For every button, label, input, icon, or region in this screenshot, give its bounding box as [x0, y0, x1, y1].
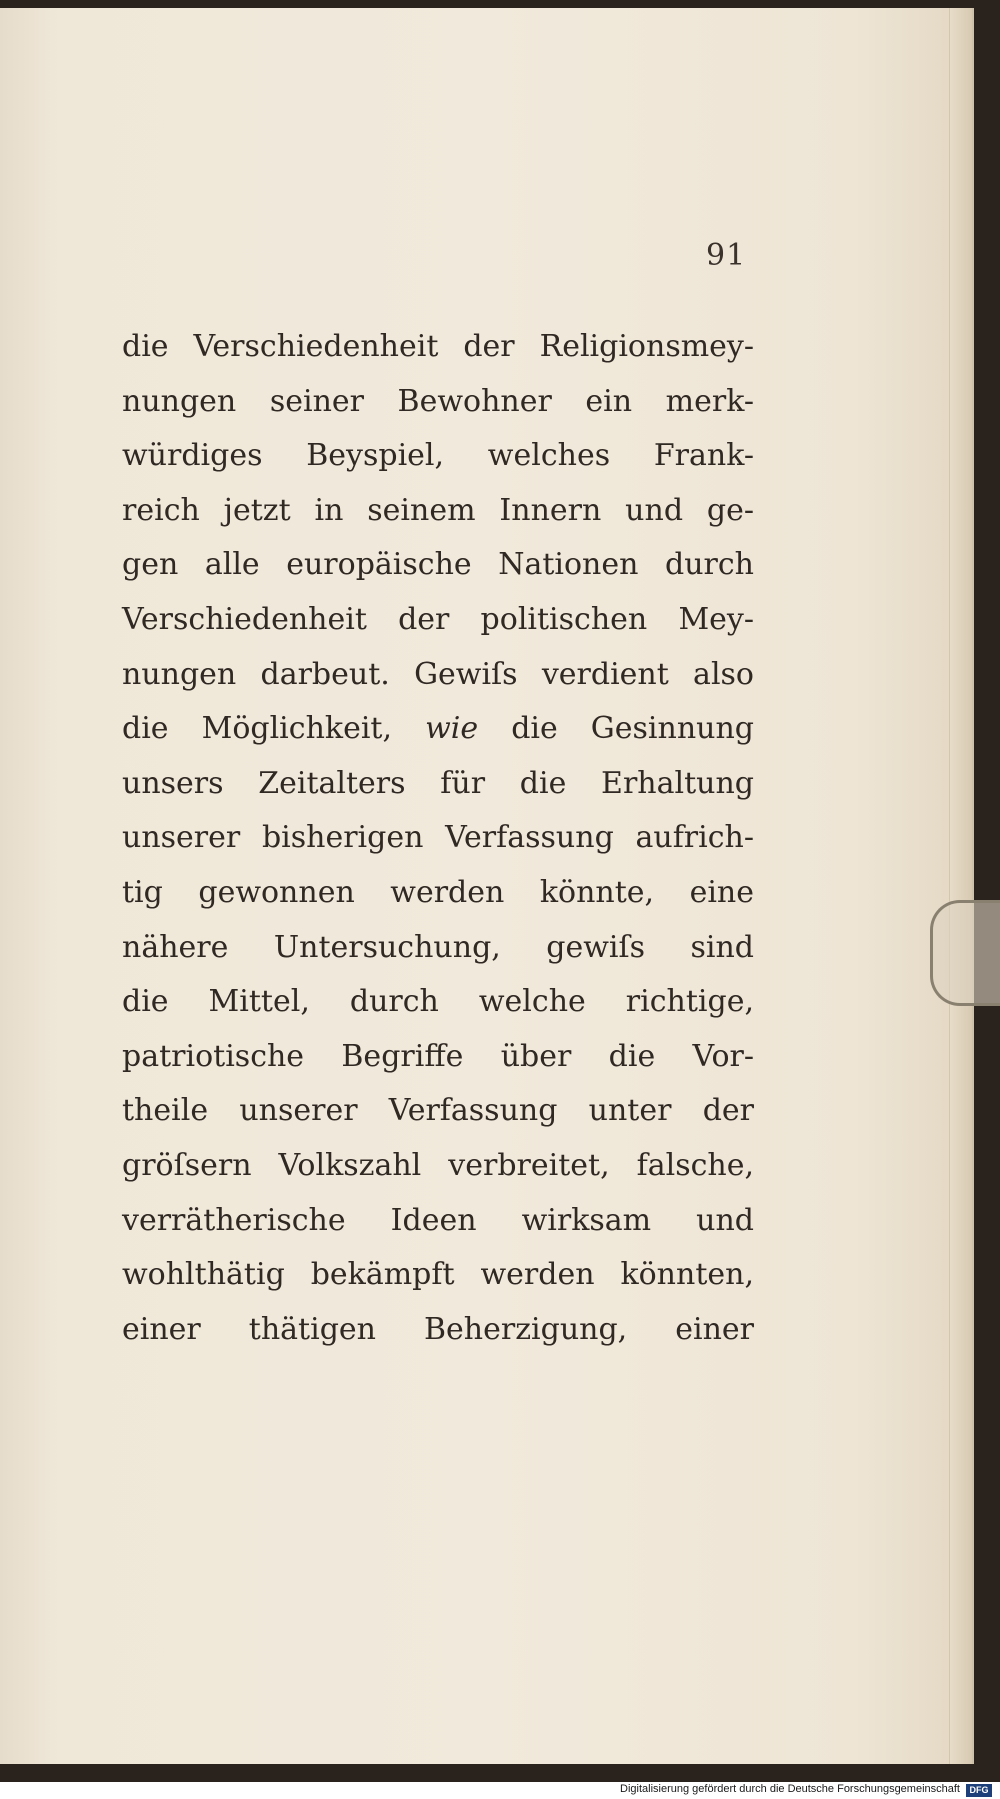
text-line	[122, 702, 754, 757]
dfg-logo: DFG	[966, 1784, 992, 1797]
text-line: nähere Untersuchung, gewiſs sind	[122, 929, 754, 965]
text-line: verrätherische Ideen wirksam und	[122, 1202, 754, 1238]
funding-credit: Digitalisierung gefördert durch die Deutsche Forschungsgemeinschaft	[620, 1783, 960, 1795]
text-line: reich jetzt in seinem Innern und ge-	[122, 492, 754, 528]
text-line: nungen darbeut. Gewiſs verdient also	[122, 656, 754, 692]
book-page	[0, 8, 974, 1764]
text-line: tig gewonnen werden könnte, eine	[122, 874, 754, 910]
footer-bar	[0, 1782, 1000, 1799]
text-line: wohlthätig bekämpft werden könnten,	[122, 1257, 754, 1293]
page-edge	[949, 8, 972, 1764]
text-line: unserer bisherigen Verfassung aufrich-	[122, 820, 754, 856]
text-line: würdiges Beyspiel, welches Frank-	[122, 438, 754, 474]
text-line: nungen seiner Bewohner ein merk-	[122, 383, 754, 419]
text-line: Verschiedenheit der politischen Mey-	[122, 601, 754, 637]
text-line: die Verschiedenheit der Religionsmey-	[122, 329, 754, 364]
text-line: patriotische Begriffe über die Vor-	[122, 1038, 754, 1074]
page-clip	[930, 900, 1000, 1006]
page-number: 91	[706, 238, 747, 273]
text-line: gröſsern Volkszahl verbreitet, falsche,	[122, 1147, 754, 1183]
text-segment: die Gesinnung	[511, 711, 754, 747]
italic-word: wie	[425, 711, 479, 747]
body-text	[122, 320, 754, 1357]
text-line: einer thätigen Beherzigung, einer	[122, 1311, 754, 1347]
text-line: gen alle europäische Nationen durch	[122, 547, 754, 583]
text-line: theile unserer Verfassung unter der	[122, 1093, 754, 1129]
text-line: die Mittel, durch welche richtige,	[122, 984, 754, 1020]
text-segment: die Möglichkeit,	[122, 711, 393, 747]
text-line: unsers Zeitalters für die Erhaltung	[122, 765, 754, 801]
